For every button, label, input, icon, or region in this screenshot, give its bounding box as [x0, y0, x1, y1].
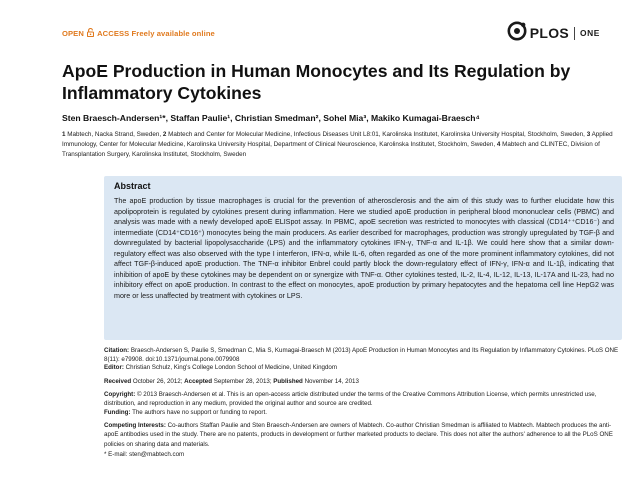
copyright	[104, 390, 622, 409]
open-access-suffix: ACCESS	[97, 29, 130, 38]
affiliation-text: Applied Immunology, Center for Molecular Medicine, Karolinska University Hospital, Department of Clinical Neuroscience, Karolinska Institutet, Stockholm, Sweden,	[62, 131, 613, 149]
citation-text: Braesch-Andersen S, Paulie S, Smedman C, Mia S, Kumagai-Braesch M (2013) ApoE Production in Human Monocytes and Its Regulation by Inflammatory Cytokines. PLoS ONE 8(11): e79908. doi:10.1371/journal.pone.0079908	[104, 347, 619, 364]
corresponding-email[interactable]: * E-mail: sten@mabtech.com	[104, 451, 185, 458]
open-access-prefix: OPEN	[62, 29, 84, 38]
plos-wordmark: PLOS	[529, 25, 570, 41]
funding-text: The authors have no support or funding to report.	[130, 409, 267, 416]
funding	[104, 408, 622, 417]
copyright-text: © 2013 Braesch-Andersen et al. This is an open-access article distributed under the terms of the Creative Commons Attribution License, which permits unrestricted use, distribution, and reproduction in any medium, provided the original author and source are credited.	[104, 391, 597, 408]
plos-one-logo	[507, 22, 600, 44]
affiliation-number: 4	[496, 141, 501, 149]
received-label: Received	[104, 378, 132, 385]
one-wordmark: ONE	[580, 28, 600, 38]
published-date: November 14, 2013	[302, 378, 359, 385]
author-list: Sten Braesch-Andersen¹*, Staffan Paulie¹, Christian Smedman², Sohel Mia³, Makiko Kumagai-Braesch⁴	[62, 113, 480, 123]
open-lock-icon	[87, 28, 94, 39]
copyright-label: Copyright:	[104, 391, 136, 398]
editor-text: Christian Schulz, King's College London School of Medicine, United Kingdom	[123, 364, 337, 371]
article-title: ApoE Production in Human Monocytes and Its Regulation by Inflammatory Cytokines	[62, 61, 571, 103]
affiliation-number: 1	[62, 131, 66, 138]
affiliation-text: Mabtech and Center for Molecular Medicine, Infectious Diseases Unit L8:01, Karolinska Institutet, Karolinska University Hospital, Stockholm, Sweden,	[166, 131, 587, 138]
accepted-label: Accepted	[184, 378, 213, 385]
citation-label: Citation:	[104, 347, 130, 354]
affiliation-number: 3	[586, 131, 591, 138]
editor	[104, 363, 622, 372]
dates	[104, 377, 622, 386]
funding-label: Funding:	[104, 409, 131, 416]
abstract-box	[104, 176, 622, 340]
received-date: October 26, 2012;	[131, 378, 185, 385]
logo-divider	[574, 27, 575, 40]
competing-label: Competing Interests:	[104, 422, 166, 429]
editor-label: Editor:	[104, 364, 124, 371]
open-access-label	[62, 28, 215, 39]
abstract-text: The apoE production by tissue macrophages is crucial for the prevention of atherosclerosis and the aim of this study was to further elucidate how this apolipoprotein is regulated by cytokines present during inflammation. Here we studied apoE production in peripheral blood mononuclear cells (PBMC) and analysis was made with a newly developed apoE ELISpot assay. In PBMC, apoE secretion was restricted to monocytes with classical (CD14⁺⁺CD16⁻) and intermediate (CD14⁺CD16⁺) monocytes being the main producers. As earlier described for macrophages, production was strongly upregulated by TGF-β and downregulated by bacterial lipopolysaccharide (LPS) and the inflammatory cytokines IFN-γ, TNF-α and IL-1β. We could here show that a similar down-regulatory effect was also observed with the type I interferon, IFN-α, while IL-6, often regarded as one of the more prominent inflammatory cytokines, did not affect TGF-β-induced apoE production. The TNF-α inhibitor Enbrel could partly block the down-regulatory effect of IFN-γ, IFN-α and IL-1β, indicating that inhibition of apoE by these cytokines may be dependent on or synergize with TNF-α. Other cytokines tested, IL-2, IL-4, IL-12, IL-13, IL-17A and IL-23, had no inhibitory effect on apoE production. In contrast to the effect on monocytes, apoE production by primary hepatocytes and the hepatoma cell line HepG2 was more or less unaffected by treatment with cytokines or LPS.	[114, 197, 614, 300]
competing-interests	[104, 421, 622, 449]
citation	[104, 346, 622, 365]
abstract-heading: Abstract	[114, 181, 151, 191]
competing-text: Co-authors Staffan Paulie and Sten Braesch-Andersen are owners of Mabtech. Co-author Christian Smedman is affiliated to Mabtech. Mabtech produces the anti-apoE antibodies used in the study. There are no patents, products in development or further marketed products to declare. This does not alter the authors' adherence to all the PLoS ONE policies on sharing data and materials.	[104, 422, 613, 448]
accepted-date: September 28, 2013;	[212, 378, 274, 385]
journal-header	[62, 22, 600, 46]
published-label: Published	[273, 378, 303, 385]
affiliation-number: 2	[162, 131, 167, 138]
affiliation-text: Mabtech and CLINTEC, Division of Transplantation Surgery, Karolinska Institutet, Stockholm, Sweden	[62, 141, 600, 159]
plos-logo-mark-icon	[507, 21, 527, 46]
freely-available-text: Freely available online	[131, 29, 215, 38]
affiliations	[62, 130, 624, 161]
affiliation-text: Mabtech, Nacka Strand, Sweden,	[65, 131, 163, 138]
